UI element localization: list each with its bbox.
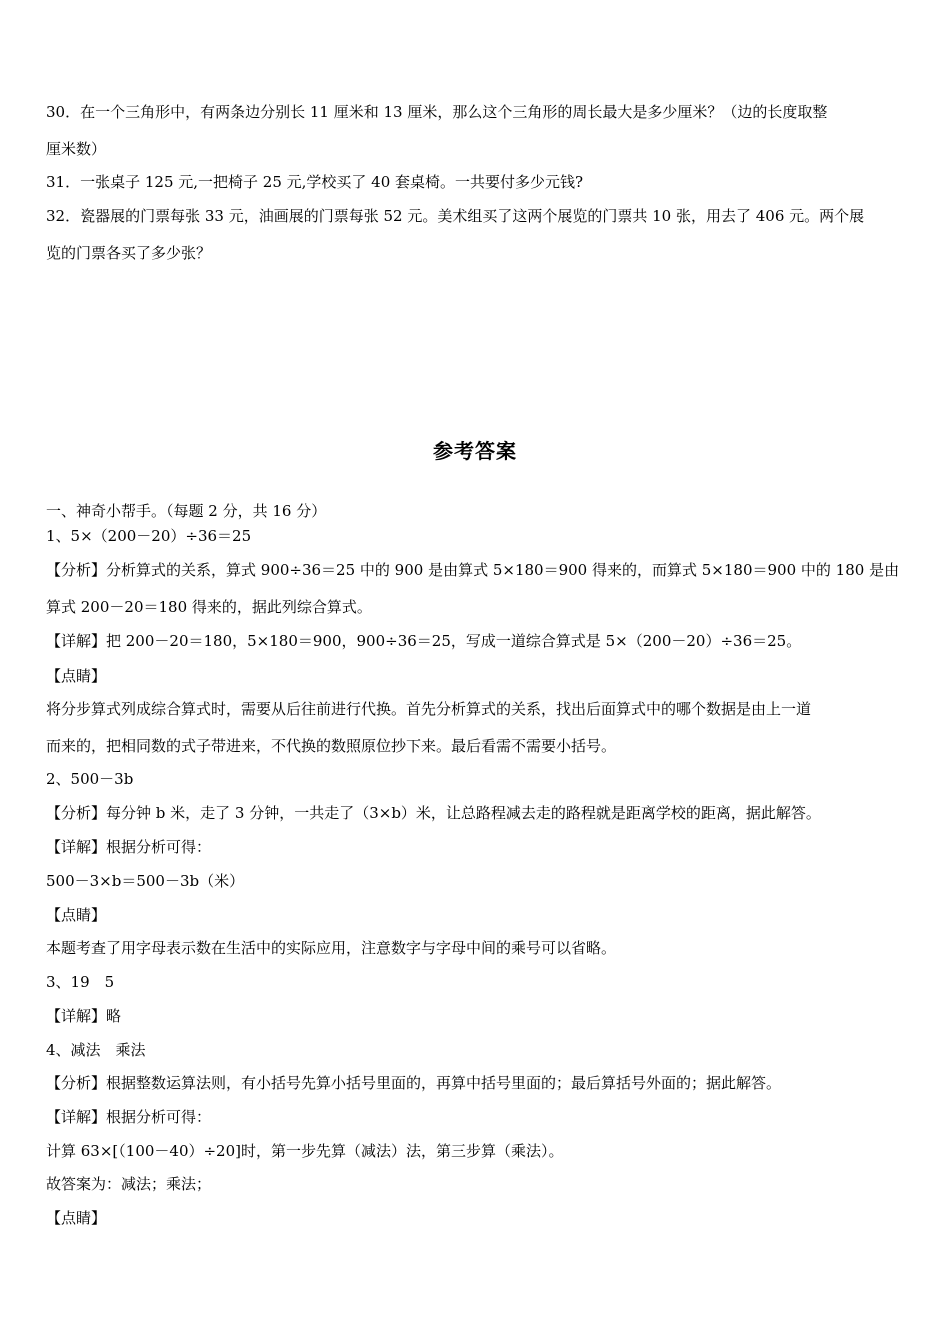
question-30-line-1: 30．在一个三角形中，有两条边分别长 11 厘米和 13 厘米，那么这个三角形的周长最大是多少厘米？（边的长度取整 <box>46 103 828 121</box>
question-30-line-2: 厘米数） <box>46 140 107 158</box>
answer-1-tip-line-1: 将分步算式列成综合算式时，需要从后往前进行代换。首先分析算式的关系，找出后面算式中的哪个数据是由上一道 <box>46 700 812 718</box>
answer-2-tip-label: 【点睛】 <box>46 906 107 924</box>
answer-1-detail: 【详解】把 200－20＝180，5×180＝900，900÷36＝25，写成一道综合算式是 5×（200－20）÷36＝25。 <box>46 632 802 650</box>
answer-2-tip: 本题考查了用字母表示数在生活中的实际应用，注意数字与字母中间的乘号可以省略。 <box>46 939 617 957</box>
answer-3-detail: 【详解】略 <box>46 1007 122 1025</box>
answer-1-tip-line-2: 而来的，把相同数的式子带进来，不代换的数照原位抄下来。最后看需不需要小括号。 <box>46 737 617 755</box>
section-1-heading: 一、神奇小帮手。（每题 2 分，共 16 分） <box>46 502 327 520</box>
answer-4: 4、减法 乘法 <box>46 1041 146 1059</box>
answer-1-analysis-line-1: 【分析】分析算式的关系，算式 900÷36＝25 中的 900 是由算式 5×180＝900 得来的，而算式 5×180＝900 中的 180 是由 <box>46 561 900 579</box>
answer-1-tip-label: 【点睛】 <box>46 667 107 685</box>
answer-2-detail: 【详解】根据分析可得： <box>46 838 212 856</box>
answer-1: 1、5×（200－20）÷36＝25 <box>46 527 252 545</box>
answer-4-calc: 计算 63×[（100－40）÷20]时，第一步先算（减法）法，第三步算（乘法）。 <box>46 1142 564 1160</box>
answer-2: 2、500－3b <box>46 770 134 788</box>
answers-title: 参考答案 <box>433 439 517 463</box>
answer-4-tip-label: 【点睛】 <box>46 1209 107 1227</box>
answer-1-analysis-line-2: 算式 200－20＝180 得来的，据此列综合算式。 <box>46 598 372 616</box>
answer-3: 3、19 5 <box>46 973 115 991</box>
question-32-line-2: 览的门票各买了多少张？ <box>46 244 212 262</box>
answer-4-analysis: 【分析】根据整数运算法则，有小括号先算小括号里面的，再算中括号里面的；最后算括号外面的；据此解答。 <box>46 1074 782 1092</box>
question-31: 31．一张桌子 125 元,一把椅子 25 元,学校买了 40 套桌椅。一共要付多少元钱? <box>46 173 584 191</box>
question-32-line-1: 32．瓷器展的门票每张 33 元，油画展的门票每张 52 元。美术组买了这两个展览的门票共 10 张，用去了 406 元。两个展 <box>46 207 865 225</box>
answer-4-detail: 【详解】根据分析可得： <box>46 1108 212 1126</box>
answer-2-analysis: 【分析】每分钟 b 米，走了 3 分钟，一共走了（3×b）米，让总路程减去走的路程就是距离学校的距离，据此解答。 <box>46 804 821 822</box>
answer-2-formula: 500－3×b＝500－3b（米） <box>46 872 245 890</box>
answer-4-conclusion: 故答案为：减法；乘法； <box>46 1175 212 1193</box>
